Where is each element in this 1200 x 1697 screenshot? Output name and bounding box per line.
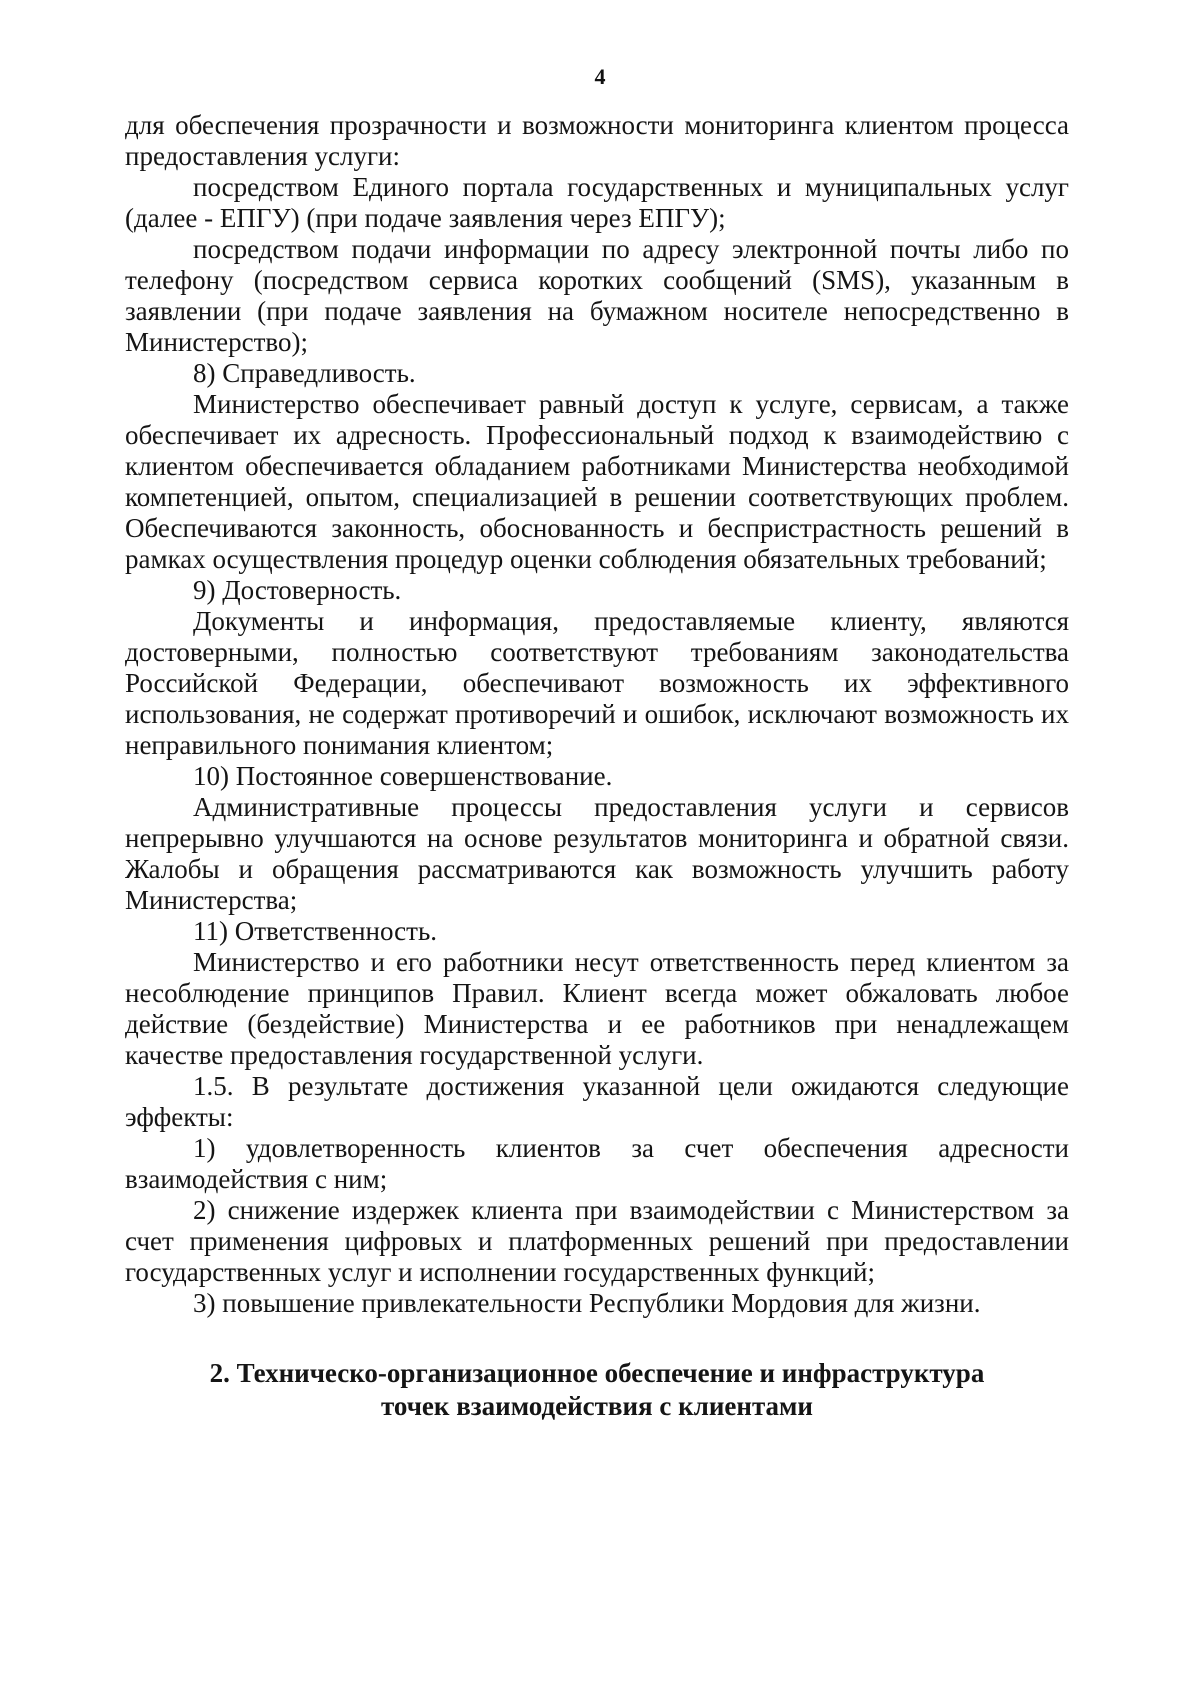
- paragraph: Министерство обеспечивает равный доступ к услуге, сервисам, а также обеспечивает их адресность. Профессиональный подход к взаимодействию с клиентом обеспечивается обладанием работниками Министерства необходимой компетенцией, опытом, специализацией в решении соответствующих проблем. Обеспечиваются законность, обоснованность и беспристрастность решений в рамках осуществления процедур оценки соблюдения обязательных требований;: [125, 389, 1069, 574]
- principle-heading: 10) Постоянное совершенствование.: [193, 761, 613, 791]
- document-body: [125, 110, 1069, 1423]
- paragraph: Министерство и его работники несут ответственность перед клиентом за несоблюдение принципов Правил. Клиент всегда может обжаловать любое действие (бездействие) Министерства и ее работников при ненадлежащем качестве предоставления государственной услуги.: [125, 947, 1069, 1070]
- page-number: 4: [594, 64, 606, 89]
- list-item: 1) удовлетворенность клиентов за счет обеспечения адресности взаимодействия с ним;: [125, 1133, 1069, 1194]
- paragraph: посредством Единого портала государственных и муниципальных услуг (далее - ЕПГУ) (при подаче заявления через ЕПГУ);: [125, 172, 1069, 233]
- principle-heading: 8) Справедливость.: [193, 358, 416, 388]
- paragraph: 1.5. В результате достижения указанной цели ожидаются следующие эффекты:: [125, 1071, 1069, 1132]
- principle-heading: 11) Ответственность.: [193, 916, 438, 946]
- paragraph: для обеспечения прозрачности и возможности мониторинга клиентом процесса предоставления услуги:: [125, 110, 1069, 171]
- principle-heading: 9) Достоверность.: [193, 575, 402, 605]
- section-heading-line: 2. Техническо-организационное обеспечение и инфраструктура: [209, 1358, 985, 1388]
- list-item: 2) снижение издержек клиента при взаимодействии с Министерством за счет применения цифровых и платформенных решений при предоставлении государственных услуг и исполнении государственных функций;: [125, 1195, 1069, 1287]
- list-item: 3) повышение привлекательности Республики Мордовия для жизни.: [193, 1288, 981, 1318]
- paragraph: Документы и информация, предоставляемые клиенту, являются достоверными, полностью соответствуют требованиям законодательства Российской Федерации, обеспечивают возможность их эффективного использования, не содержат противоречий и ошибок, исключают возможность их неправильного понимания клиентом;: [125, 606, 1069, 760]
- section-heading-line: точек взаимодействия с клиентами: [381, 1391, 813, 1421]
- section-heading: [125, 1357, 1069, 1423]
- paragraph: Административные процессы предоставления услуги и сервисов непрерывно улучшаются на основе результатов мониторинга и обратной связи. Жалобы и обращения рассматриваются как возможность улучшить работу Министерства;: [125, 792, 1069, 915]
- paragraph: посредством подачи информации по адресу электронной почты либо по телефону (посредством сервиса коротких сообщений (SMS), указанным в заявлении (при подаче заявления на бумажном носителе непосредственно в Министерство);: [125, 234, 1069, 357]
